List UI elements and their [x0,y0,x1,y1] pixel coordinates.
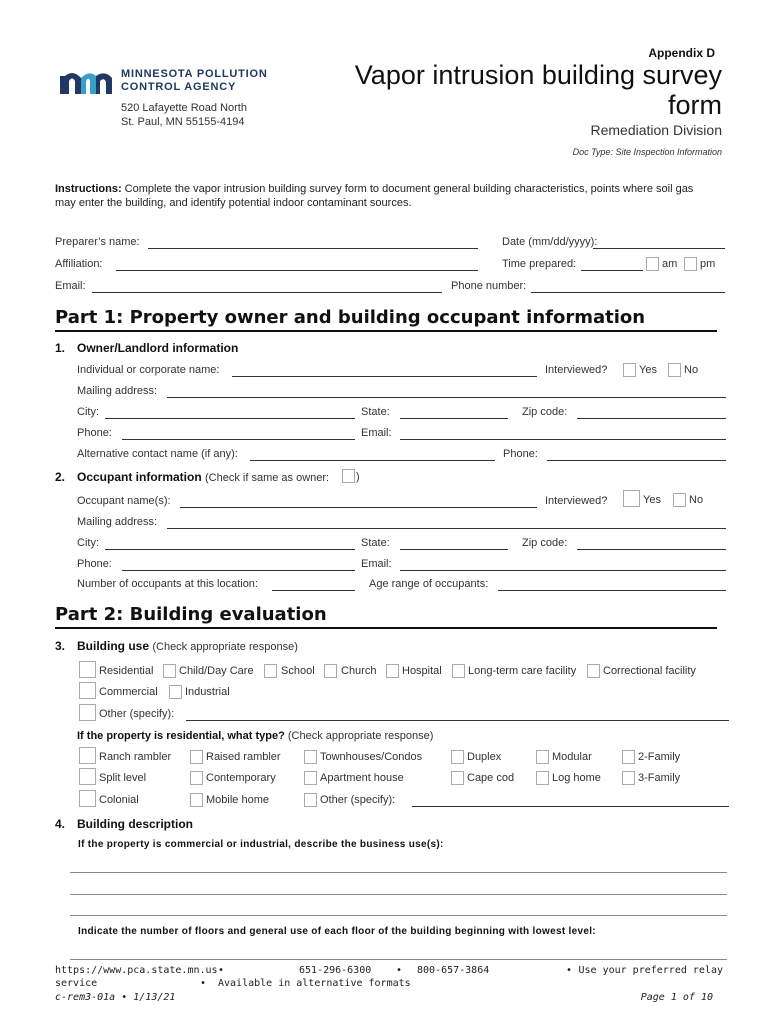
footer-bullet-1: • [218,965,225,976]
owner-name-label: Individual or corporate name: [77,364,220,376]
owner-interviewed-no-label: No [684,364,699,376]
type-2family-label: 2-Family [638,751,681,763]
q4-number: 4. [55,817,66,831]
affiliation-label: Affiliation: [55,258,103,270]
use-commercial-checkbox[interactable] [79,682,96,699]
use-other-checkbox[interactable] [79,704,96,721]
use-other-field[interactable] [186,720,729,721]
footer [55,965,725,1010]
q4-title: Building description [77,817,193,831]
same-as-owner-checkbox[interactable] [342,469,355,483]
alt-phone-label: Phone: [503,448,538,460]
owner-interviewed-yes-checkbox[interactable] [623,363,636,377]
type-3family-label: 3-Family [638,772,681,784]
occupant-names-field[interactable] [180,507,537,508]
owner-name-field[interactable] [232,376,537,377]
use-correctional-checkbox[interactable] [587,664,600,678]
agency-logo [60,64,300,136]
type-other-label: Other (specify): [320,794,396,806]
floors-field-1[interactable] [70,959,727,960]
type-mobile-home-label: Mobile home [206,794,269,806]
type-ranch-rambler-label: Ranch rambler [99,751,172,763]
preparer-name-label: Preparer’s name: [55,236,140,248]
q3-number: 3. [55,639,66,653]
instructions-text2: may enter the building, and identify potential indoor contaminant sources. [55,197,412,209]
occupant-interviewed-yes-label: Yes [643,494,661,506]
use-church-checkbox[interactable] [324,664,337,678]
affiliation-field[interactable] [116,270,478,271]
use-other-label: Other (specify): [99,708,175,720]
type-log-home-checkbox[interactable] [536,771,549,785]
date-label: Date (mm/dd/yyyy): [502,236,598,248]
occupant-state-field[interactable] [400,549,508,550]
footer-phone1: 651-296-6300 [299,965,372,976]
type-colonial-label: Colonial [99,794,139,806]
date-field[interactable] [593,248,725,249]
type-raised-rambler-checkbox[interactable] [190,750,203,764]
owner-phone-field[interactable] [122,439,355,440]
q2-close-paren: ) [356,471,360,483]
part1-title: Part 1: Property owner and building occupant information [55,307,646,328]
commercial-use-question: If the property is commercial or industrial, describe the business use(s): [78,839,444,850]
q1-number: 1. [55,341,66,355]
type-ranch-rambler-checkbox[interactable] [79,747,96,764]
owner-mailing-label: Mailing address: [77,385,158,397]
occupant-state-label: State: [361,537,390,549]
owner-state-label: State: [361,406,390,418]
q2-heading [77,470,329,484]
footer-page-number: Page 1 of 10 [640,992,713,1003]
part1-rule [55,330,717,332]
type-cape-cod-checkbox[interactable] [451,771,464,785]
mpca-logo-icon [60,68,116,96]
occupant-mailing-field[interactable] [167,528,726,529]
occupant-names-label: Occupant name(s): [77,495,171,507]
form-title-line2: form [668,90,722,120]
use-industrial-label: Industrial [185,686,230,698]
appendix-label: Appendix D [648,46,715,60]
footer-bullet-3: • [566,965,573,976]
footer-bullet-2: • [396,965,403,976]
commercial-use-field-1[interactable] [70,872,727,873]
alt-contact-field[interactable] [250,460,495,461]
occupant-interviewed-no-label: No [689,494,704,506]
q2-title: Occupant information [77,470,202,484]
type-cape-cod-label: Cape cod [467,772,515,784]
q1-title: Owner/Landlord information [77,341,239,355]
division-label: Remediation Division [590,122,722,138]
use-longterm-care-checkbox[interactable] [452,664,465,678]
residential-type-subtitle: (Check appropriate response) [287,730,434,742]
residential-type-question: If the property is residential, what type? [77,730,285,742]
floors-question: Indicate the number of floors and general use of each floor of the building beginning with lowest level: [78,926,596,937]
type-mobile-home-checkbox[interactable] [190,793,203,807]
owner-zip-field[interactable] [577,418,726,419]
am-label: am [662,258,678,270]
use-residential-label: Residential [99,665,154,677]
owner-city-field[interactable] [105,418,355,419]
instructions-label: Instructions: [55,183,122,195]
type-2family-checkbox[interactable] [622,750,635,764]
age-range-label: Age range of occupants: [369,578,489,590]
occupant-city-label: City: [77,537,99,549]
owner-interviewed-no-checkbox[interactable] [668,363,681,377]
owner-state-field[interactable] [400,418,508,419]
use-childcare-checkbox[interactable] [163,664,176,678]
pm-checkbox[interactable] [684,257,697,271]
phone-number-field[interactable] [531,292,725,293]
type-townhouses-label: Townhouses/Condos [320,751,423,763]
occupant-phone-label: Phone: [77,558,112,570]
owner-mailing-field[interactable] [167,397,726,398]
occupant-interviewed-no-checkbox[interactable] [673,493,686,507]
occupant-email-label: Email: [361,558,392,570]
type-other-field[interactable] [412,806,729,807]
num-occupants-field[interactable] [272,590,355,591]
type-modular-label: Modular [552,751,592,763]
preparer-name-field[interactable] [148,248,478,249]
footer-url[interactable]: https://www.pca.state.mn.us [55,965,218,976]
instructions [55,182,725,210]
footer-phone2: 800-657-3864 [417,965,490,976]
occupant-zip-label: Zip code: [522,537,568,549]
doc-type: Doc Type: Site Inspection Information [572,147,722,157]
pm-label: pm [700,258,716,270]
q3-title: Building use [77,639,149,653]
instructions-text1: Complete the vapor intrusion building survey form to document general building characteristics, points where soil gas [121,183,694,195]
owner-email-field[interactable] [400,439,726,440]
footer-relay: Use your preferred relay [578,965,723,976]
type-duplex-label: Duplex [467,751,502,763]
num-occupants-label: Number of occupants at this location: [77,578,258,590]
footer-doc-id: c-rem3-01a • 1/13/21 [55,992,176,1003]
am-checkbox[interactable] [646,257,659,271]
type-3family-checkbox[interactable] [622,771,635,785]
type-split-level-checkbox[interactable] [79,768,96,785]
q2-check-same-label: (Check if same as owner: [205,472,330,484]
use-longterm-care-label: Long-term care facility [468,665,577,677]
alt-contact-label: Alternative contact name (if any): [77,448,238,460]
time-field[interactable] [581,270,643,271]
time-label: Time prepared: [502,258,577,270]
agency-address-line1: 520 Lafayette Road North [121,102,247,114]
occupant-zip-field[interactable] [577,549,726,550]
agency-address-line2: St. Paul, MN 55155-4194 [121,116,245,128]
occupant-interviewed-label: Interviewed? [545,495,608,507]
use-residential-checkbox[interactable] [79,661,96,678]
occupant-phone-field[interactable] [122,570,355,571]
agency-name-line2: CONTROL AGENCY [121,81,237,93]
occupant-email-field[interactable] [400,570,726,571]
owner-city-label: City: [77,406,99,418]
type-other-checkbox[interactable] [304,793,317,807]
email-label: Email: [55,280,86,292]
type-contemporary-checkbox[interactable] [190,771,203,785]
use-hospital-label: Hospital [402,665,442,677]
part2-rule [55,627,717,629]
owner-interviewed-yes-label: Yes [639,364,657,376]
type-duplex-checkbox[interactable] [451,750,464,764]
alt-phone-field[interactable] [547,460,726,461]
occupant-city-field[interactable] [105,549,355,550]
use-childcare-label: Child/Day Care [179,665,254,677]
form-title-line1: Vapor intrusion building survey [354,60,722,90]
part2-title: Part 2: Building evaluation [55,604,327,625]
use-hospital-checkbox[interactable] [386,664,399,678]
q3-subtitle: (Check appropriate response) [152,641,298,653]
use-industrial-checkbox[interactable] [169,685,182,699]
q2-number: 2. [55,470,66,484]
type-townhouses-checkbox[interactable] [304,750,317,764]
footer-alt-formats: Available in alternative formats [218,978,411,989]
occupant-mailing-label: Mailing address: [77,516,158,528]
footer-bullet-4: • [200,978,207,989]
footer-service: service [55,978,98,989]
commercial-use-field-3[interactable] [70,915,727,916]
phone-number-label: Phone number: [451,280,527,292]
age-range-field[interactable] [498,590,726,591]
owner-zip-label: Zip code: [522,406,568,418]
type-apartment-checkbox[interactable] [304,771,317,785]
owner-phone-label: Phone: [77,427,112,439]
type-split-level-label: Split level [99,772,147,784]
use-commercial-label: Commercial [99,686,158,698]
agency-name-line1: MINNESOTA POLLUTION [121,68,268,80]
type-apartment-label: Apartment house [320,772,404,784]
occupant-interviewed-yes-checkbox[interactable] [623,490,640,507]
type-modular-checkbox[interactable] [536,750,549,764]
type-contemporary-label: Contemporary [206,772,276,784]
type-raised-rambler-label: Raised rambler [206,751,281,763]
residential-type-heading [77,730,433,742]
type-colonial-checkbox[interactable] [79,790,96,807]
type-log-home-label: Log home [552,772,601,784]
email-field[interactable] [92,292,442,293]
use-church-label: Church [341,665,377,677]
owner-interviewed-label: Interviewed? [545,364,608,376]
commercial-use-field-2[interactable] [70,894,727,895]
q3-heading [77,639,298,653]
use-school-label: School [281,665,315,677]
owner-email-label: Email: [361,427,392,439]
use-school-checkbox[interactable] [264,664,277,678]
use-correctional-label: Correctional facility [603,665,696,677]
